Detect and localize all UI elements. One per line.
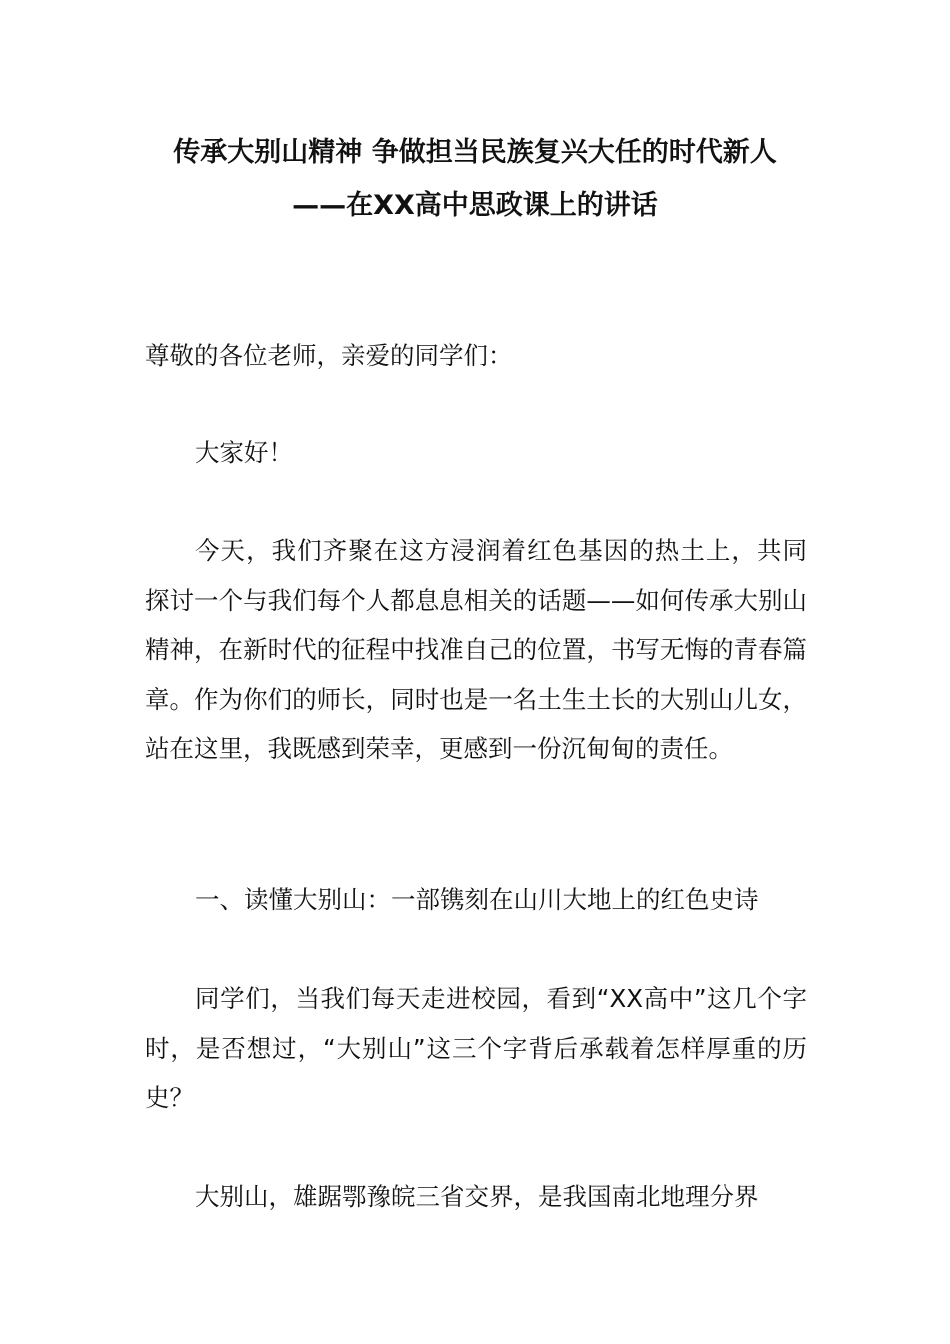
- title-line-2: ——在XX高中思政课上的讲话: [292, 190, 658, 221]
- paragraph-1: 今天，我们齐聚在这方浸润着红色基因的热土上，共同探讨一个与我们每个人都息息相关的话题——如何传承大别山精神，在新时代的征程中找准自己的位置，书写无悔的青春篇章。作为你们的师长，同时也是一名土生土长的大别山儿女，站在这里，我既感到荣幸，更感到一份沉甸甸的责任。: [145, 536, 807, 763]
- document-title: [0, 126, 950, 232]
- section-heading-1: 一、读懂大别山：一部镌刻在山川大地上的红色史诗: [195, 885, 759, 914]
- title-line-1: 传承大别山精神 争做担当民族复兴大任的时代新人: [173, 137, 777, 168]
- greeting: 大家好！: [195, 438, 293, 467]
- salutation: 尊敬的各位老师，亲爱的同学们：: [145, 341, 513, 370]
- paragraph-3: 大别山，雄踞鄂豫皖三省交界，是我国南北地理分界: [195, 1182, 759, 1211]
- paragraph-2: 同学们，当我们每天走进校园，看到“XX高中”这几个字时，是否想过，“大别山”这三个字背后承载着怎样厚重的历史？: [145, 984, 807, 1112]
